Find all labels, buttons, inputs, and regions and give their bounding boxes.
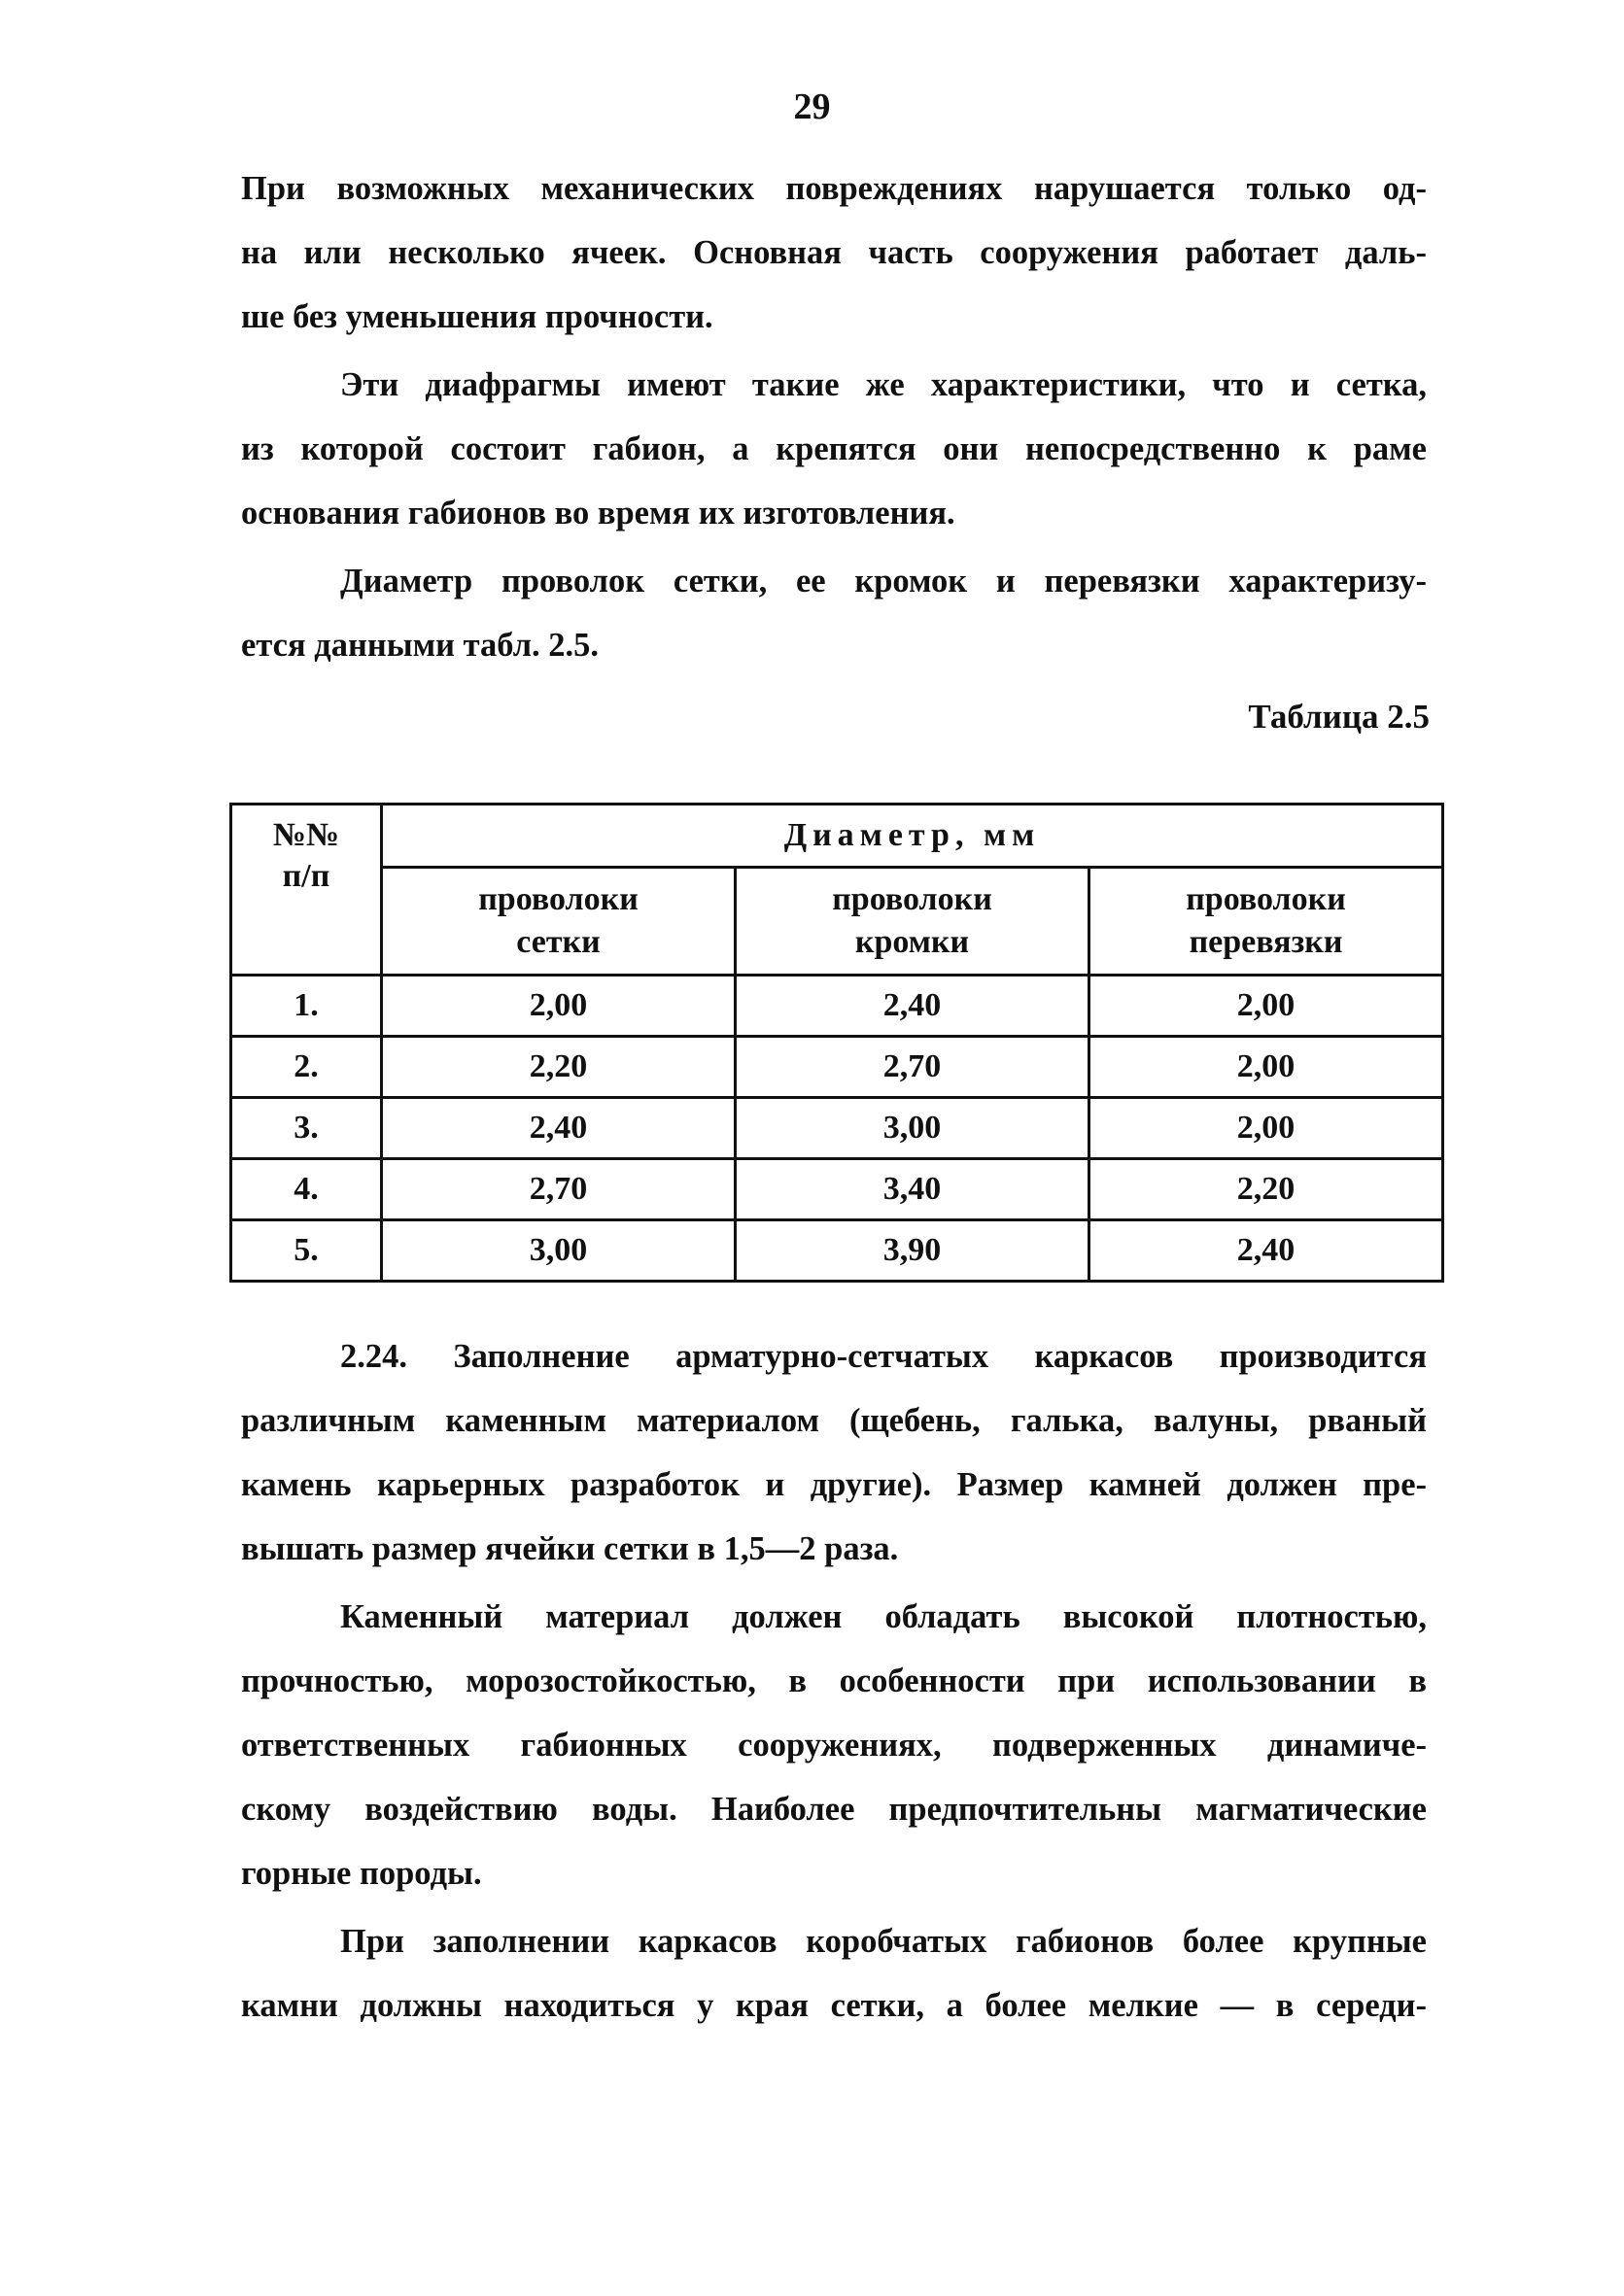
diameter-table — [229, 803, 1444, 1283]
column-header — [1089, 868, 1443, 976]
text-line: ше без уменьшения прочности. — [241, 298, 713, 335]
table-cell: 2,20 — [1089, 1159, 1443, 1220]
num-header-line2: п/п — [282, 858, 330, 894]
text-line: скому воздействию воды. Наиболее предпочтительны магматические — [241, 1791, 1427, 1828]
table-caption: Таблица 2.5 — [1248, 698, 1430, 736]
table-cell: 2,40 — [1089, 1220, 1443, 1282]
table-row — [231, 1098, 1443, 1159]
text-line: камень карьерных разработок и другие). Размер камней должен пре- — [241, 1466, 1427, 1503]
text-line: Каменный материал должен обладать высокой плотностью, — [340, 1598, 1427, 1635]
text-line: основания габионов во время их изготовления. — [241, 495, 955, 531]
table-cell: 3,90 — [736, 1220, 1089, 1282]
table-row — [231, 1159, 1443, 1220]
column-header-line2: перевязки — [1189, 924, 1343, 960]
text-line: различным каменным материалом (щебень, галька, валуны, рваный — [241, 1402, 1427, 1439]
text-line: Диаметр проволок сетки, ее кромок и перевязки характеризу- — [340, 563, 1427, 600]
table-cell: 3,40 — [736, 1159, 1089, 1220]
text-line: При заполнении каркасов коробчатых габионов более крупные — [340, 1923, 1427, 1960]
text-line: ется данными табл. 2.5. — [241, 627, 600, 664]
column-header — [736, 868, 1089, 976]
table-cell: 1. — [231, 976, 382, 1037]
table-row — [231, 1037, 1443, 1098]
table-cell: 5. — [231, 1220, 382, 1282]
table-cell: 2,70 — [382, 1159, 736, 1220]
table-row — [231, 976, 1443, 1037]
column-header-line1: проволоки — [832, 881, 992, 917]
text-line: Эти диафрагмы имеют такие же характеристики, что и сетка, — [340, 366, 1427, 403]
column-header-line1: проволоки — [1186, 881, 1346, 917]
page-number: 29 — [793, 86, 831, 127]
text-line: из которой состоит габион, а крепятся они непосредственно к раме — [241, 430, 1427, 467]
table-cell: 2,00 — [1089, 976, 1443, 1037]
table-header-row — [231, 805, 1443, 868]
table-cell: 2,20 — [382, 1037, 736, 1098]
table-cell: 2,00 — [382, 976, 736, 1037]
table-row — [231, 1220, 1443, 1282]
group-header: Диаметр, мм — [382, 805, 1443, 868]
table-cell: 2,00 — [1089, 1037, 1443, 1098]
text-line: ответственных габионных сооружениях, подверженных динамиче- — [241, 1727, 1427, 1764]
text-line: прочностью, морозостойкостью, в особенности при использовании в — [241, 1662, 1427, 1699]
table-cell: 3,00 — [382, 1220, 736, 1282]
text-line: горные породы. — [241, 1855, 482, 1892]
table-cell: 3,00 — [736, 1098, 1089, 1159]
num-header-line1: №№ — [272, 817, 340, 853]
column-header-line2: кромки — [854, 924, 970, 960]
text-line: камни должны находиться у края сетки, а более мелкие — в середи- — [241, 1987, 1427, 2024]
table-cell: 3. — [231, 1098, 382, 1159]
column-header-line1: проволоки — [478, 881, 639, 917]
table-cell: 4. — [231, 1159, 382, 1220]
table-subheader-row — [231, 868, 1443, 976]
text-line: на или несколько ячеек. Основная часть сооружения работает даль- — [241, 234, 1427, 271]
table-cell: 2,70 — [736, 1037, 1089, 1098]
column-header-line2: сетки — [516, 924, 601, 960]
column-header — [382, 868, 736, 976]
text-line: вышать размер ячейки сетки в 1,5—2 раза. — [241, 1530, 899, 1567]
num-header — [231, 805, 382, 976]
table-cell: 2,40 — [736, 976, 1089, 1037]
table-cell: 2. — [231, 1037, 382, 1098]
table-cell: 2,40 — [382, 1098, 736, 1159]
text-line: 2.24. Заполнение арматурно-сетчатых каркасов производится — [340, 1338, 1427, 1375]
text-line: При возможных механических повреждениях нарушается только од- — [241, 170, 1427, 207]
table-cell: 2,00 — [1089, 1098, 1443, 1159]
